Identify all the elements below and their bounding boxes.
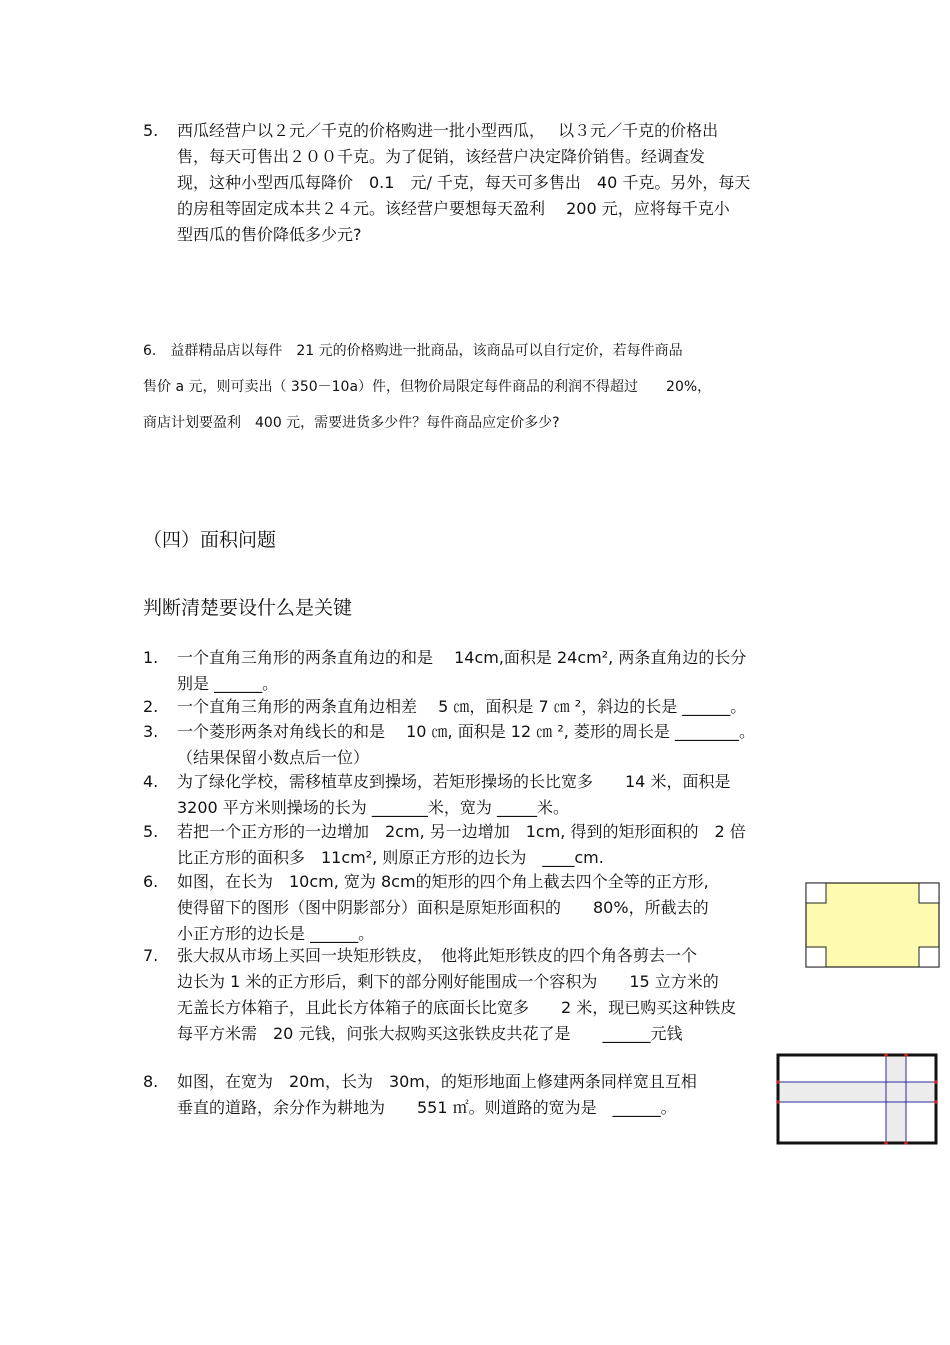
text-line: 垂直的道路，余分作为耕地为 551 ㎡。则道路的宽为是 ______。 [177,1098,677,1117]
question-number: 7. [143,946,159,965]
question-number: 4. [143,772,159,791]
question-text [177,819,746,871]
text-line: 如图，在宽为 20m，长为 30m，的矩形地面上修建两条同样宽且互相 [177,1072,697,1091]
question-6-top [143,340,711,434]
text-line: （结果保留小数点后一位） [177,748,370,767]
vertex-dot [884,1053,888,1057]
cut-square-top-right [919,883,939,903]
question-text [177,645,746,697]
text-line: 每平方米需 20 元钱，问张大叔购买这张铁皮共花了是 ______元钱 [177,1024,683,1043]
text-line: 现，这种小型西瓜每降价 0.1 元/ 千克，每天可多售出 40 千克。另外，每天 [177,173,751,192]
text-line: 一个直角三角形的两条直角边的和是 14cm,面积是 24cm², 两条直角边的长分 [177,648,747,667]
question-number: 6. [143,872,159,891]
text-line: 无盖长方体箱子，且此长方体箱子的底面长比宽多 2 米，现已购买这种铁皮 [177,998,737,1017]
question-number: 8. [143,1072,159,1091]
cut-square-bottom-left [806,947,826,967]
question-text [177,769,730,821]
vertex-dot [934,1080,938,1084]
cut-square-top-left [806,883,826,903]
cut-corners-figure [805,882,941,970]
section-subtitle: 判断清楚要设什么是关键 [143,597,353,619]
text-line: 比正方形的面积多 11cm², 则原正方形的边长为 ____cm. [177,848,604,867]
cut-square-bottom-right [919,947,939,967]
text-line: 型西瓜的售价降低多少元? [177,225,362,244]
vertex-dot [776,1100,780,1104]
question-number: 2. [143,697,159,716]
text-line: 6. 益群精品店以每件 21 元的价格购进一批商品，该商品可以自行定价，若每件商品 [143,343,683,359]
text-line: 售价 a 元，则可卖出（ 350－10a）件，但物价局限定每件商品的利润不得超过 20%， [143,379,712,395]
question-text [177,869,709,947]
text-line: 别是 ______。 [177,674,279,693]
question-number: 3. [143,722,159,741]
text-line: 为了绿化学校，需移植草皮到操场，若矩形操场的长比宽多 14 米，面积是 [177,772,731,791]
question-number: 1. [143,648,159,667]
vertex-dot [884,1141,888,1145]
text-line: 一个直角三角形的两条直角边相差 5 ㎝，面积是 7 ㎝ ²，斜边的长是 ______。 [177,697,747,716]
text-line: 的房租等固定成本共２４元。该经营户要想每天盈利 200 元，应将每千克小 [177,199,730,218]
vertex-dot [934,1100,938,1104]
roads-figure [775,1052,941,1146]
road-horizontal [778,1082,936,1102]
vertex-dot [776,1080,780,1084]
text-line: 如图，在长为 10cm, 宽为 8cm的矩形的四个角上截去四个全等的正方形, [177,872,709,891]
question-text [177,719,755,771]
vertex-dot [904,1053,908,1057]
text-line: 边长为 1 米的正方形后，剩下的部分刚好能围成一个容积为 15 立方米的 [177,972,719,991]
text-line: 一个菱形两条对角线长的和是 10 ㎝, 面积是 12 ㎝ ², 菱形的周长是 ________。 [177,722,755,741]
text-line: 售，每天可售出２００千克。为了促销，该经营户决定降价销售。经调查发 [177,147,706,166]
text-line: 西瓜经营户以２元／千克的价格购进一批小型西瓜， 以３元／千克的价格出 [177,121,719,140]
text-line: 使得留下的图形（图中阴影部分）面积是原矩形面积的 80%，所截去的 [177,898,709,917]
section-title: （四）面积问题 [143,529,277,551]
question-text [177,118,750,248]
text-line: 若把一个正方形的一边增加 2cm, 另一边增加 1cm, 得到的矩形面积的 2 倍 [177,822,746,841]
question-text [177,943,736,1047]
text-line: 小正方形的边长是 ______。 [177,924,375,943]
text-line: 3200 平方米则操场的长为 _______米，宽为 _____米。 [177,798,569,817]
vertex-dot [904,1141,908,1145]
text-line: 商店计划要盈利 400 元，需要进货多少件？每件商品应定价多少? [143,415,560,431]
question-text [177,1069,697,1121]
question-text [177,694,746,720]
text-line: 张大叔从市场上买回一块矩形铁皮， 他将此矩形铁皮的四个角各剪去一个 [177,946,698,965]
question-number: 5. [143,822,159,841]
question-number: 5. [143,121,159,140]
